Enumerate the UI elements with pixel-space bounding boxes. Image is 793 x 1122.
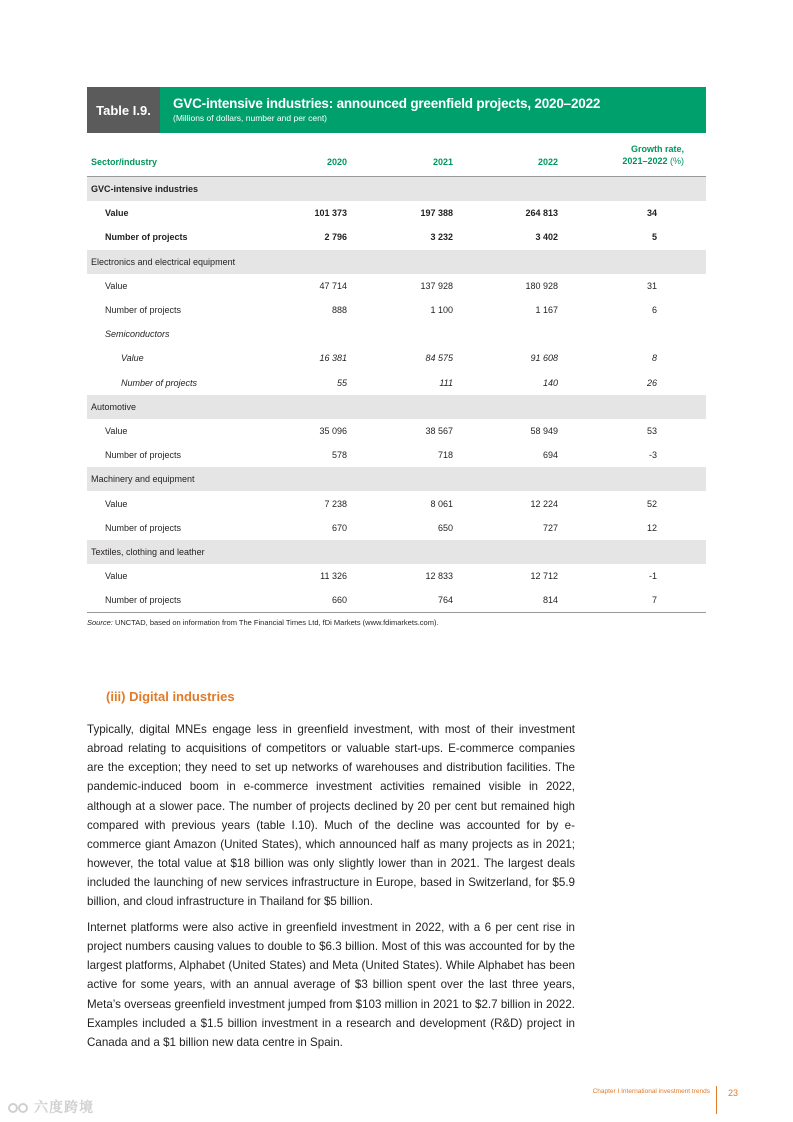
section-heading: (iii) Digital industries (106, 689, 235, 704)
cell-2022: 264 813 (525, 208, 558, 219)
growth-header-line2: 2021–2022 (622, 156, 668, 166)
cell-2022: 727 (542, 522, 558, 533)
growth-header-line1: Growth rate, (630, 144, 684, 154)
table-row (87, 491, 706, 515)
row-label: Value (121, 353, 144, 364)
table-row (87, 516, 706, 540)
row-label: Value (105, 280, 128, 291)
watermark-logo-icon (8, 1099, 30, 1115)
table-header (87, 87, 706, 133)
cell-growth: 12 (646, 522, 657, 533)
cell-2020: 7 238 (324, 498, 347, 509)
table-row (87, 588, 706, 612)
cell-2020: 16 381 (319, 353, 347, 364)
row-label: Number of projects (105, 232, 188, 243)
table-row (87, 395, 706, 419)
column-header-sector: Sector/industry (91, 157, 158, 167)
cell-2020: 578 (331, 450, 347, 461)
footer-chapter: Chapter I International investment trends (592, 1088, 710, 1095)
table-row (87, 298, 706, 322)
page-footer (560, 1086, 740, 1120)
table-row (87, 564, 706, 588)
cell-2021: 38 567 (425, 425, 453, 436)
cell-2022: 814 (542, 595, 558, 606)
cell-growth: 34 (646, 208, 657, 219)
table-row (87, 250, 706, 274)
cell-2022: 3 402 (535, 232, 558, 243)
table-row (87, 371, 706, 395)
watermark-text: 六度跨境 (34, 1099, 94, 1115)
row-label: Semiconductors (105, 329, 170, 340)
table-number-label: Table I.9. (87, 87, 160, 133)
cell-2021: 718 (437, 450, 453, 461)
table-column-headers (87, 143, 706, 175)
column-header-2020: 2020 (326, 157, 347, 167)
cell-2021: 12 833 (425, 571, 453, 582)
cell-2020: 670 (331, 522, 347, 533)
table-row (87, 322, 706, 346)
table-title: GVC-intensive industries: announced greenfield projects, 2020–2022 (173, 96, 601, 111)
cell-2020: 55 (336, 377, 347, 388)
cell-growth: 6 (651, 305, 657, 316)
table-subtitle: (Millions of dollars, number and per cent) (173, 113, 328, 123)
cell-2022: 180 928 (525, 280, 558, 291)
cell-2021: 84 575 (425, 353, 453, 364)
table-title-box (160, 87, 706, 133)
cell-growth: 52 (646, 498, 657, 509)
table-row (87, 443, 706, 467)
row-label: Textiles, clothing and leather (91, 546, 205, 557)
cell-growth: 26 (646, 377, 657, 388)
footer-divider (716, 1086, 717, 1114)
page-number: 23 (727, 1088, 738, 1098)
cell-2021: 197 388 (420, 208, 453, 219)
cell-2020: 660 (331, 595, 347, 606)
row-label: Electronics and electrical equipment (91, 256, 236, 267)
body-paragraph-1: Typically, digital MNEs engage less in greenfield investment, with most of their investment abroad relating to acquisitions of competitors or valuable start-ups. E-commerce companies are the exception; they need to set up networks of warehouses and distribution facilities. The pandemic-induced boom in e-commerce investment activities remained visible in 2022, although at a slower pace. The number of projects declined by 20 per cent but remained high compared with previous years (table I.10). Much of the decline was accounted for by e-commerce giant Amazon (United States), which announced half as many projects as in 2021; however, the total value at $18 billion was only slightly lower than in 2021. The largest deals included the launching of new services infrastructure in Europe, based in Switzerland, for $5.9 billion, and cloud infrastructure in Thailand for $5 billion. (87, 723, 575, 909)
cell-2021: 1 100 (430, 305, 453, 316)
growth-header-unit: (%) (670, 156, 684, 166)
cell-2022: 694 (542, 450, 558, 461)
row-label: Value (105, 498, 128, 509)
table-row (87, 201, 706, 225)
cell-2021: 8 061 (430, 498, 453, 509)
row-label: Machinery and equipment (91, 474, 195, 485)
cell-2021: 3 232 (430, 232, 453, 243)
cell-2022: 91 608 (530, 353, 558, 364)
source-text: UNCTAD, based on information from The Financial Times Ltd, fDi Markets (www.fdimarkets.com). (114, 618, 439, 627)
cell-2022: 58 949 (530, 425, 558, 436)
row-label: Number of projects (121, 377, 198, 388)
row-label: Number of projects (105, 305, 182, 316)
row-label: Number of projects (105, 450, 182, 461)
cell-2022: 12 224 (530, 498, 558, 509)
row-label: Value (105, 571, 128, 582)
cell-2021: 137 928 (420, 280, 453, 291)
row-label: Value (105, 425, 128, 436)
cell-2020: 101 373 (314, 208, 347, 219)
cell-growth: -3 (648, 450, 657, 461)
body-paragraph-2: Internet platforms were also active in greenfield investment in 2022, with a 6 per cent rise in project numbers causing values to double to $6.3 billion. Most of this was accounted for by the largest platforms, Alphabet (United States) and Meta (United States). While Alphabet has been active for some years, with an annual average of $3 billion spent over the last three years, Meta’s overseas greenfield investment jumped from $103 million in 2021 to $2.7 billion in 2022. Examples included a $1.5 billion investment in a research and development (R&D) project in Canada and a $1 billion new data centre in Spain. (87, 921, 575, 1049)
watermark (8, 1094, 108, 1120)
table-row (87, 274, 706, 298)
cell-2021: 111 (439, 377, 453, 388)
table-row (87, 419, 706, 443)
table-body (87, 176, 706, 613)
row-label: Number of projects (105, 595, 182, 606)
cell-2020: 47 714 (319, 280, 347, 291)
column-header-2022: 2022 (537, 157, 558, 167)
table-row (87, 467, 706, 491)
column-header-growth (622, 143, 684, 167)
cell-growth: 5 (651, 232, 657, 243)
row-label: GVC-intensive industries (91, 184, 199, 195)
cell-2022: 140 (542, 377, 558, 388)
column-header-2021: 2021 (432, 157, 453, 167)
cell-2021: 764 (437, 595, 453, 606)
source-label: Source: (87, 618, 113, 627)
table-source-note (87, 618, 439, 627)
table-row (87, 540, 706, 564)
row-label: Number of projects (105, 522, 182, 533)
cell-growth: 8 (651, 353, 657, 364)
table-row (87, 225, 706, 249)
cell-growth: -1 (648, 571, 657, 582)
cell-2021: 650 (437, 522, 453, 533)
cell-2020: 35 096 (319, 425, 347, 436)
cell-growth: 53 (646, 425, 657, 436)
row-label: Automotive (91, 401, 137, 412)
cell-2022: 1 167 (535, 305, 558, 316)
cell-growth: 31 (646, 280, 657, 291)
cell-2022: 12 712 (530, 571, 558, 582)
table-row (87, 346, 706, 370)
cell-2020: 2 796 (324, 232, 347, 243)
cell-2020: 11 326 (320, 571, 347, 582)
cell-2020: 888 (331, 305, 347, 316)
cell-growth: 7 (651, 595, 657, 606)
table-row (87, 177, 706, 201)
row-label: Value (105, 208, 129, 219)
